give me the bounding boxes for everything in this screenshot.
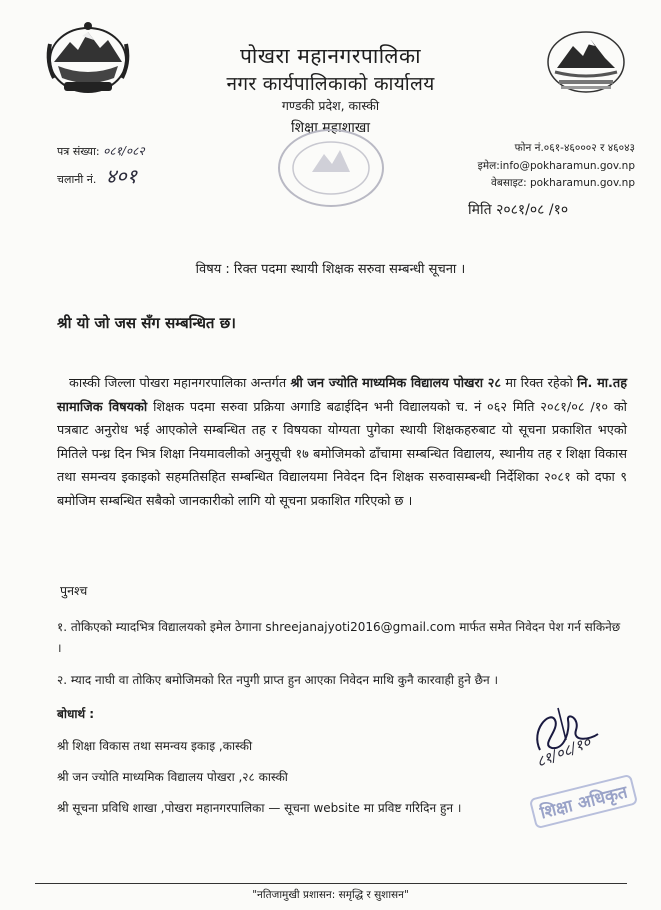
body-text-1: कास्की जिल्ला पोखरा महानगरपालिका अन्तर्गत: [69, 376, 287, 391]
letter-date: [468, 200, 568, 219]
subject-level: नि. मा.तह सामाजिक विषयको: [57, 376, 627, 415]
date-value: २०८१/०८ /१०: [496, 202, 569, 218]
web-label: वेबसाइट:: [490, 177, 527, 189]
email-label: इमेल:: [477, 160, 500, 172]
cc-item: श्री सूचना प्रविधि शाखा ,पोखरा महानगरपालिका — सूचना website मा प्रविष्ट गरिदिन हुन ।: [57, 801, 462, 815]
chalani-value: ४०१: [105, 164, 138, 188]
header-division: शिक्षा महाशाखा: [291, 120, 370, 136]
office-seal-stamp: [274, 122, 388, 214]
cc-item: श्री जन ज्योति माध्यमिक विद्यालय पोखरा ,२८ कास्की: [57, 770, 288, 784]
chalani-label: चलानी नं.: [57, 173, 97, 186]
patra-value: ०८१/०८२: [103, 144, 145, 158]
patra-label: पत्र संख्या:: [57, 145, 100, 158]
ps-note-2: २. म्याद नाघी वा तोकिए बमोजिमको रित नपुगी प्राप्त हुन आएका निवेदन माथि कुनै कारवाही हुने छैन ।: [57, 673, 499, 687]
contact-phone: फोन नं.०६१-४६०००२ र ४६०४३: [514, 142, 635, 154]
contact-web: [491, 176, 635, 190]
body-text-2: मा रिक्त रहेको: [505, 376, 573, 391]
signature-date: ८१/०८/१०: [533, 732, 594, 772]
chalani-number: [57, 162, 137, 189]
body-text-3: शिक्षक पदमा सरुवा प्रक्रिया अगाडि बढाईदिन भनी विद्यालयको च. नं ०६२ मिति २०८१/०८ /१० को पत्रबाट अनुरोध भई आएकोले सम्बन्धित तह र विषयका योग्यता पुगेका स्थायी शिक्षकहरुबाट यो सूचना प्रकाशित भएको मितिले पन्ध्र दिन भित्र शिक्षा नियमावलीको अनुसूची १७ बमोजिमको ढाँचामा सम्बन्धित विद्यालय, स्थानीय तह र शिक्षा विकास तथा समन्वय इकाइको सहमतिसहित सम्बन्धित विद्यालयमा निवेदन दिन शिक्षक सरुवासम्बन्धी निर्देशिका २०८१ को दफा ९ बमोजिम सम्बन्धित सबैको जानकारीको लागि यो सूचना प्रकाशित गरिएको छ ।: [57, 399, 627, 509]
date-label: मिति: [468, 202, 492, 218]
footer-motto: "नतिजामुखी प्रशासन: समृद्धि र सुशासन": [252, 889, 409, 901]
ps-note-1: १. तोकिएको म्यादभित्र विद्यालयको इमेल ठेगाना shreejanajyoti2016@gmail.com मार्फत समेत निवेदन पेश गर्न सकिनेछ ।: [57, 620, 621, 655]
bodharth-label: बोधार्थ :: [57, 707, 95, 721]
cc-item: श्री शिक्षा विकास तथा समन्वय इकाइ ,कास्की: [57, 739, 253, 753]
stamp-text: शिक्षा अधिकृत: [529, 774, 638, 829]
school-name: श्री जन ज्योति माध्यमिक विद्यालय पोखरा २८: [290, 376, 502, 391]
officer-stamp: [525, 768, 635, 828]
subject-line: विषय : रिक्त पदमा स्थायी शिक्षक सरुवा सम्बन्धी सूचना ।: [195, 262, 466, 277]
email-link[interactable]: info@pokharamun.gov.np: [499, 160, 635, 172]
salutation: श्री यो जो जस सँग सम्बन्धित छ।: [57, 314, 236, 332]
ps-heading: पुनश्च: [60, 583, 88, 598]
header-office: नगर कार्यपालिकाको कार्यालय: [226, 73, 435, 95]
header-municipality: पोखरा महानगरपालिका: [239, 44, 422, 68]
header-province: गण्डकी प्रदेश, कास्की: [281, 98, 380, 113]
footer-divider: [35, 883, 627, 884]
patra-sankhya: [57, 142, 145, 159]
contact-email: [478, 159, 635, 173]
notice-body: [57, 372, 627, 513]
web-link[interactable]: pokharamun.gov.np: [529, 177, 635, 189]
